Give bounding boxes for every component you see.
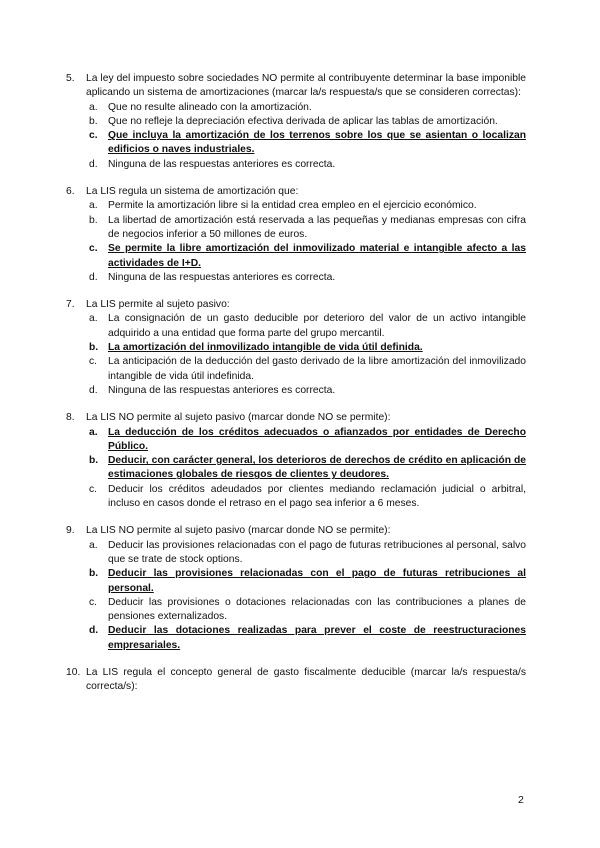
option-list xyxy=(86,426,526,512)
option-letter: c. xyxy=(89,483,98,495)
option-text: Que incluya la amortización de los terrenos sobre los que se asientan o localizan edificios o naves industriales. xyxy=(108,130,526,156)
option-text: Ninguna de las respuestas anteriores es correcta. xyxy=(108,158,336,170)
option-letter: b. xyxy=(89,342,99,354)
option-c xyxy=(86,483,526,512)
option-c xyxy=(86,355,526,384)
option-letter: d. xyxy=(89,271,98,283)
question-number: 10. xyxy=(66,666,81,678)
question-number: 9. xyxy=(66,525,75,537)
question-text: La LIS permite al sujeto pasivo: xyxy=(86,299,230,311)
option-text: Deducir las dotaciones realizadas para prever el coste de reestructuraciones empresariales. xyxy=(108,625,526,651)
option-letter: c. xyxy=(89,356,98,368)
question-7 xyxy=(66,298,526,398)
option-text: Permite la amortización libre si la entidad crea empleo en el ejercicio económico. xyxy=(108,200,477,212)
option-list xyxy=(86,101,526,172)
question-list xyxy=(0,72,600,695)
option-text: La amortización del inmovilizado intangible de vida útil definida. xyxy=(108,342,423,354)
question-text: La LIS NO permite al sujeto pasivo (marcar donde NO se permite): xyxy=(86,525,391,537)
question-number: 7. xyxy=(66,299,75,311)
question-number: 5. xyxy=(66,73,75,84)
option-text: La consignación de un gasto deducible por deterioro del valor de un activo intangible adquirido a una entidad que forma parte del grupo mercantil. xyxy=(108,313,526,339)
option-d xyxy=(86,271,526,285)
option-b xyxy=(86,454,526,483)
question-9 xyxy=(66,524,526,653)
option-text: Deducir las provisiones o dotaciones relacionadas con las contribuciones a planes de pensiones externalizados. xyxy=(108,596,526,623)
question-8 xyxy=(66,411,526,511)
option-b xyxy=(86,567,526,596)
option-letter: b. xyxy=(89,214,98,226)
question-text: La LIS regula un sistema de amortización que: xyxy=(86,186,299,198)
question-number: 6. xyxy=(66,186,75,198)
option-letter: a. xyxy=(89,539,98,551)
option-list xyxy=(86,539,526,653)
option-c xyxy=(86,242,526,271)
option-letter: c. xyxy=(89,596,98,608)
question-text: La LIS NO permite al sujeto pasivo (marcar donde NO se permite): xyxy=(86,412,391,424)
option-text: Deducir los créditos adeudados por clientes mediando reclamación judicial o arbitral, incluso en casos donde el retraso en el pago sea inferior a 6 meses. xyxy=(108,483,526,510)
option-a xyxy=(86,539,526,568)
option-d xyxy=(86,158,526,172)
option-text: Que no resulte alineado con la amortización. xyxy=(108,101,312,113)
option-a xyxy=(86,199,526,213)
option-letter: a. xyxy=(89,101,98,113)
option-list xyxy=(86,312,526,398)
option-text: La libertad de amortización está reservada a las pequeñas y medianas empresas con cifra de negocios inferior a 50 millones de euros. xyxy=(108,214,526,240)
option-letter: d. xyxy=(89,158,98,170)
option-letter: b. xyxy=(89,115,98,127)
option-text: Deducir las provisiones relacionadas con el pago de futuras retribuciones al personal. xyxy=(108,568,526,594)
option-letter: a. xyxy=(89,200,98,212)
option-letter: a. xyxy=(89,426,98,438)
option-letter: d. xyxy=(89,625,99,637)
option-letter: b. xyxy=(89,455,99,467)
option-text: La deducción de los créditos adecuados o afianzados por entidades de Derecho Público. xyxy=(108,426,526,452)
page-number: 2 xyxy=(518,794,524,806)
option-list xyxy=(86,199,526,285)
question-text: La ley del impuesto sobre sociedades NO permite al contribuyente determinar la base imponible aplicando un sistema de amortizaciones (marcar la/s respuesta/s que se consideren correctas): xyxy=(86,73,526,99)
question-text: La LIS regula el concepto general de gasto fiscalmente deducible (marcar la/s respuesta/s correcta/s): xyxy=(86,666,526,693)
option-text: Deducir las provisiones relacionadas con el pago de futuras retribuciones al personal, salvo que se trate de stock options. xyxy=(108,539,526,565)
question-10 xyxy=(66,666,526,695)
option-b xyxy=(86,214,526,243)
option-a xyxy=(86,101,526,115)
option-text: Se permite la libre amortización del inmovilizado material e intangible afecto a las actividades de I+D. xyxy=(108,243,526,269)
option-a xyxy=(86,312,526,341)
option-letter: c. xyxy=(89,243,98,255)
option-d xyxy=(86,384,526,398)
option-letter: d. xyxy=(89,384,98,396)
question-number: 8. xyxy=(66,412,75,424)
option-text: Que no refleje la depreciación efectiva derivada de aplicar las tablas de amortización. xyxy=(108,115,498,127)
option-d xyxy=(86,624,526,653)
option-letter: b. xyxy=(89,568,99,580)
option-text: Ninguna de las respuestas anteriores es correcta. xyxy=(108,271,336,283)
option-letter: a. xyxy=(89,313,98,325)
question-6 xyxy=(66,185,526,285)
option-c xyxy=(86,129,526,158)
option-text: Deducir, con carácter general, los deterioros de derechos de crédito en aplicación de estimaciones globales de riesgos de clientes y deudores. xyxy=(108,455,526,481)
option-b xyxy=(86,341,526,355)
option-b xyxy=(86,115,526,129)
question-5 xyxy=(66,72,526,172)
option-a xyxy=(86,426,526,455)
option-letter: c. xyxy=(89,130,98,142)
option-text: Ninguna de las respuestas anteriores es correcta. xyxy=(108,384,336,396)
option-c xyxy=(86,596,526,625)
option-text: La anticipación de la deducción del gasto derivado de la libre amortización del inmovilizado intangible de vida útil indefinida. xyxy=(108,356,526,382)
